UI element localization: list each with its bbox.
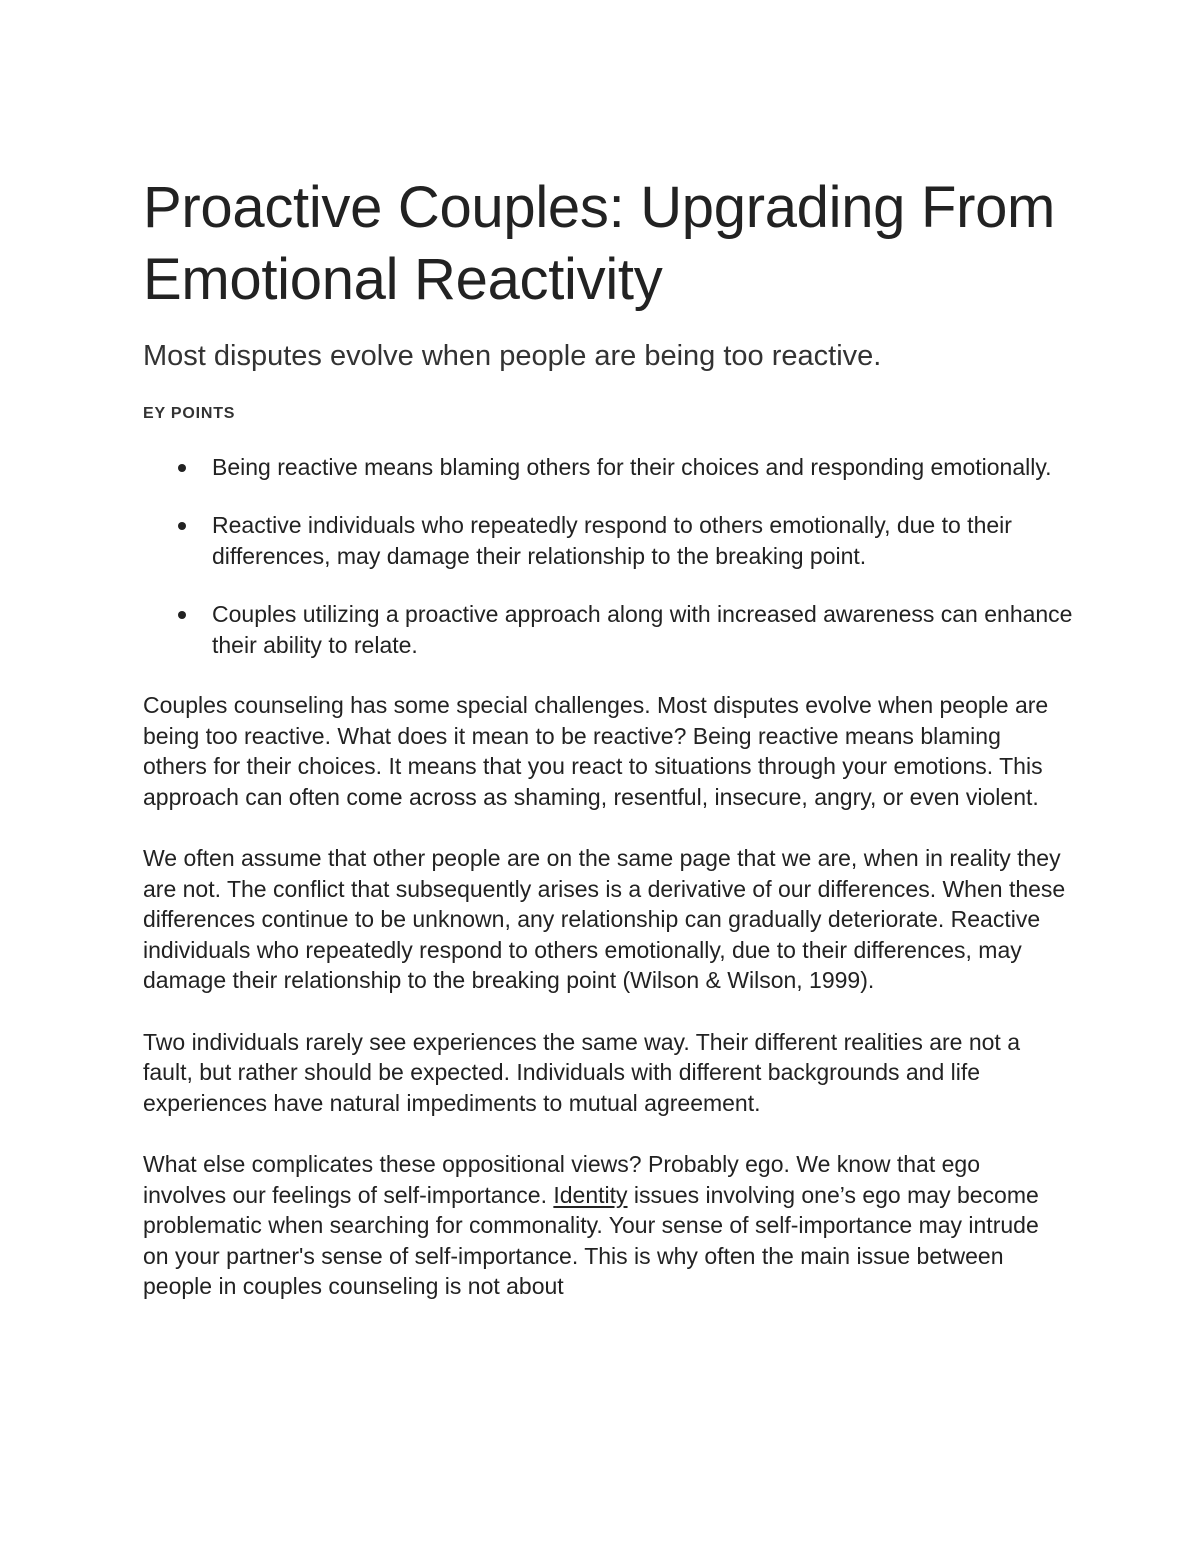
bullet-icon: [178, 464, 186, 472]
page-title: Proactive Couples: Upgrading From Emotional Reactivity: [143, 175, 1056, 312]
paragraph-text-after-link: issues involving one’s ego may become problematic when searching for commonality. Your sense of self-importance may intrude on your partner's sense of self-importance. This is why often the main issue between people in couples counseling is not about: [143, 1181, 1039, 1299]
bullet-icon: [178, 611, 186, 619]
body-paragraph: Couples counseling has some special challenges. Most disputes evolve when people are being too reactive. What does it mean to be reactive? Being reactive means blaming others for their choices. It means that you react to situations through your emotions. This approach can often come across as shaming, resentful, insecure, angry, or even violent.: [143, 692, 1049, 810]
key-points-list: [143, 452, 1103, 661]
key-point-text: Being reactive means blaming others for their choices and responding emotionally.: [212, 454, 1052, 480]
key-point-item: [143, 599, 1103, 661]
key-point-item: [143, 452, 1103, 483]
body-paragraph-last: [143, 1149, 1068, 1302]
body-paragraph: We often assume that other people are on the same page that we are, when in reality they are not. The conflict that subsequently arises is a derivative of our differences. When these differences continue to be unknown, any relationship can gradually deteriorate. Reactive individuals who repeatedly respond to others emotionally, due to their differences, may damage their relationship to the breaking point (Wilson & Wilson, 1999).: [143, 845, 1066, 993]
identity-link[interactable]: Identity: [553, 1181, 628, 1208]
key-points-heading: EY POINTS: [143, 405, 236, 422]
bullet-icon: [178, 522, 186, 530]
article-body: [143, 690, 1068, 1302]
key-point-text: Couples utilizing a proactive approach along with increased awareness can enhance their ability to relate.: [212, 601, 1073, 658]
body-paragraph: Two individuals rarely see experiences the same way. Their different realities are not a fault, but rather should be expected. Individuals with different backgrounds and life experiences have natural impediments to mutual agreement.: [143, 1028, 1020, 1116]
key-point-text: Reactive individuals who repeatedly respond to others emotionally, due to their differences, may damage their relationship to the breaking point.: [212, 512, 1012, 569]
key-point-item: [143, 510, 1103, 572]
page-subtitle: Most disputes evolve when people are being too reactive.: [143, 340, 882, 372]
paragraph-text-before-link: What else complicates these oppositional views? Probably ego. We know that ego involves our feelings of self-importance.: [143, 1151, 980, 1208]
